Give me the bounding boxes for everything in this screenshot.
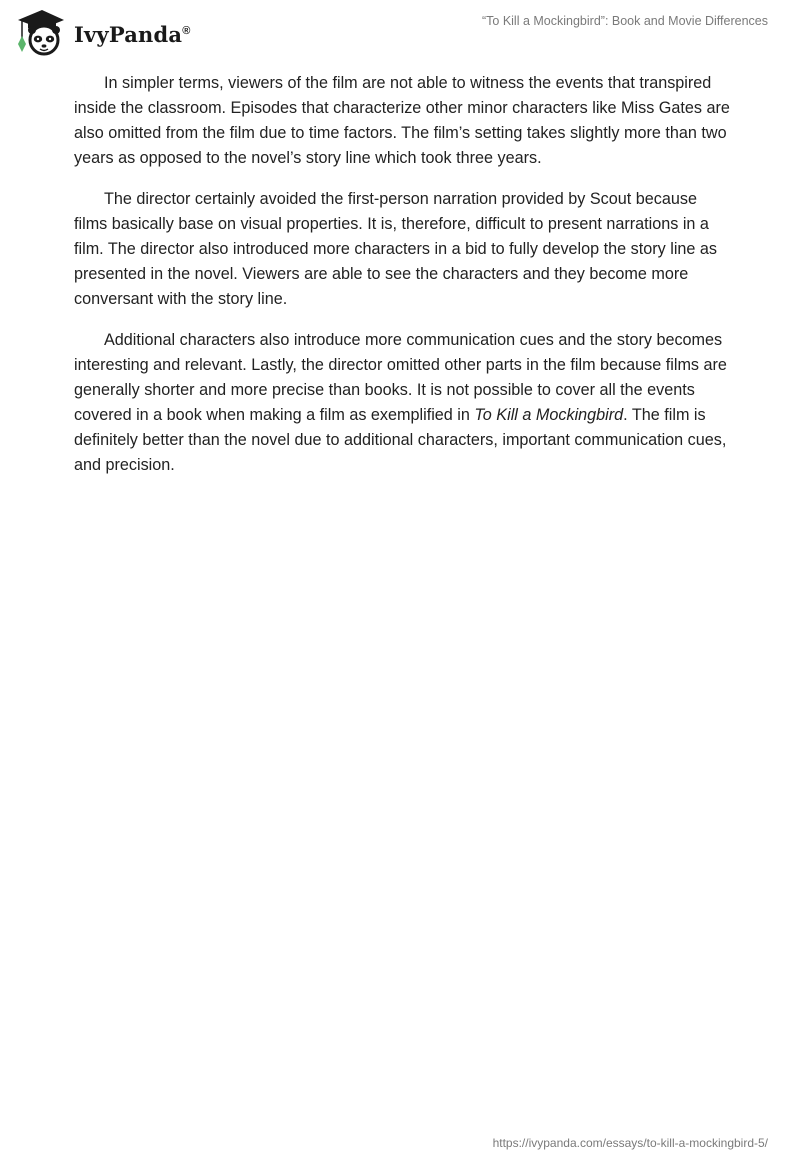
paragraph: In simpler terms, viewers of the film are not able to witness the events that transpired inside the classroom. Episodes that characterize other minor characters like Miss Gates are also omitted from the film due to time factors. The film’s setting takes slightly more than two years as opposed to the novel’s story line which took three years.	[74, 74, 730, 167]
brand-name: IvyPanda®	[74, 21, 191, 47]
document-title: “To Kill a Mockingbird”: Book and Movie Differences	[481, 14, 768, 28]
paragraph	[74, 328, 730, 478]
book-title: To Kill a Mockingbird	[474, 406, 624, 424]
paragraph: The director certainly avoided the first-person narration provided by Scout because films basically base on visual properties. It is, therefore, difficult to present narrations in a film. The director also introduced more characters in a bid to fully develop the story line as presented in the novel. Viewers are able to see the characters and they become more conversant with the story line.	[74, 190, 718, 308]
essay-body	[74, 71, 730, 494]
page-header	[0, 0, 800, 70]
paragraph-text: . The film is definitely better than the novel due to additional characters, important communication cues, and precision.	[74, 406, 727, 474]
registered-mark: ®	[182, 24, 191, 37]
brand-logo[interactable]	[14, 8, 191, 56]
source-url[interactable]: https://ivypanda.com/essays/to-kill-a-mockingbird-5/	[492, 1136, 768, 1150]
paragraph-text: Additional characters also introduce more communication cues and the story becomes interesting and relevant. Lastly, the director omitted other parts in the film because films are generally shorter and more precise than books. It is not possible to cover all the events covered in a book when making a film as exemplified in	[74, 331, 727, 424]
panda-graduation-cap-icon	[14, 8, 66, 56]
